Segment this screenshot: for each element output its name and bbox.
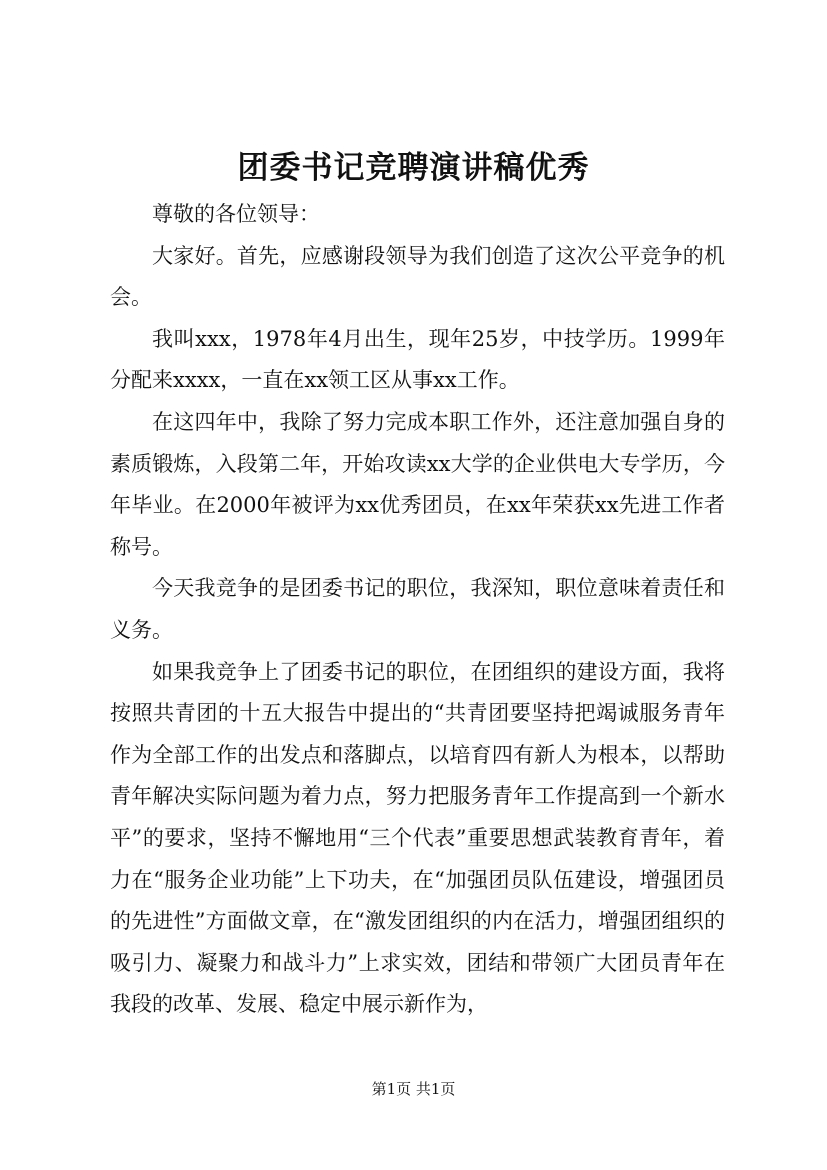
document-title: 团委书记竞聘演讲稿优秀 [237,150,590,186]
page-footer: 第1页 共1页 [371,1080,456,1098]
paragraph-1: 大家好。首先，应感谢段领导为我们创造了这次公平竞争的机会。 [110,243,725,310]
paragraph-4: 今天我竞争的是团委书记的职位，我深知，职位意味着责任和义务。 [110,576,725,642]
document-body [110,194,725,1026]
paragraph-5: 如果我竞争上了团委书记的职位，在团组织的建设方面，我将按照共青团的十五大报告中提出的“共青团要坚持把竭诚服务青年作为全部工作的出发点和落脚点，以培育四有新人为根本，以帮助青年解决实际问题为着力点，努力把服务青年工作提高到一个新水平”的要求，坚持不懈地用“三个代表”重要思想武装教育青年，着力在“服务企业功能”上下功夫，在“加强团员队伍建设，增强团员的先进性”方面做文章，在“激发团组织的内在活力，增强团组织的吸引力、凝聚力和战斗力”上求实效，团结和带领广大团员青年在我段的改革、发展、稳定中展示新作为， [110,659,725,1017]
paragraph-2: 我叫xxx，1978年4月出生，现年25岁，中技学历。1999年分配来xxxx，一直在xx领工区从事xx工作。 [110,326,725,393]
paragraph-greeting: 尊敬的各位领导： [152,202,320,226]
paragraph-3: 在这四年中，我除了努力完成本职工作外，还注意加强自身的素质锻炼，入段第二年，开始攻读xx大学的企业供电大专学历，今年毕业。在2000年被评为xx优秀团员，在xx年荣获xx先进工作者称号。 [110,409,725,559]
